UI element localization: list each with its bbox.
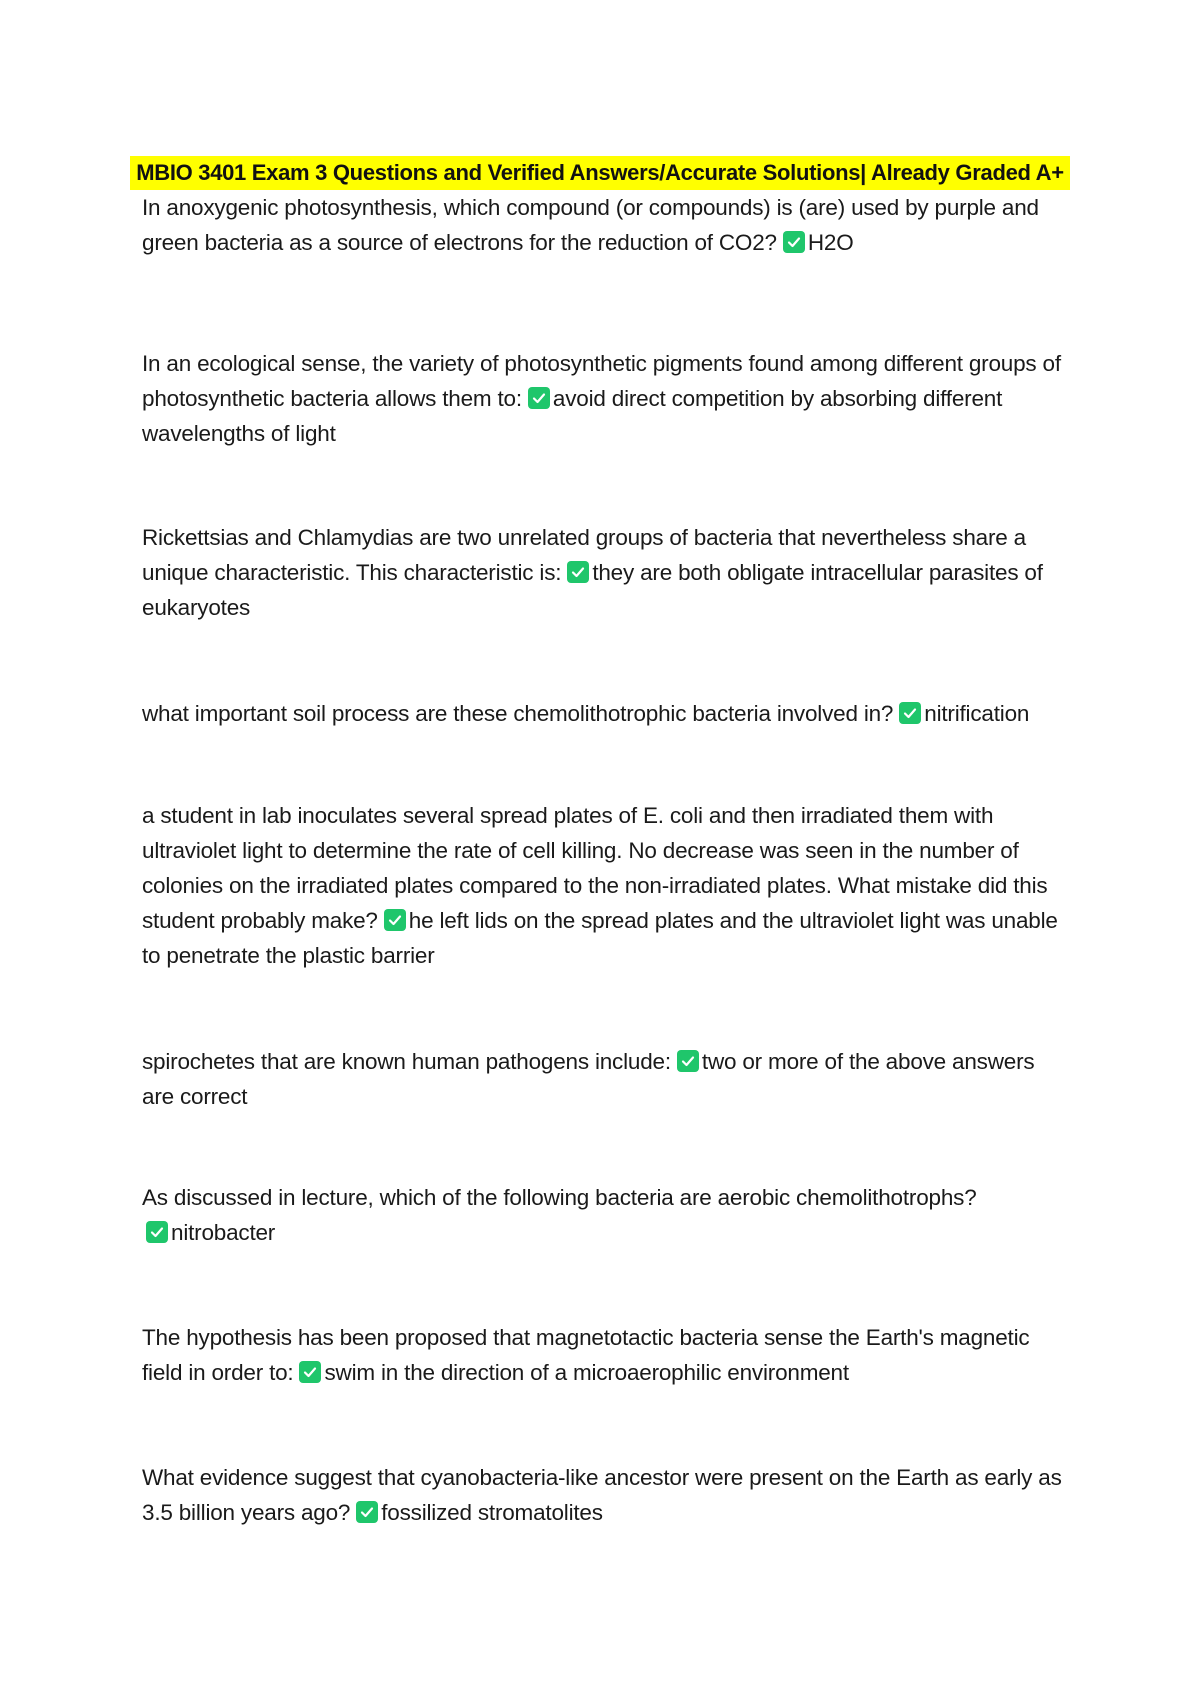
checkmark-icon bbox=[677, 1050, 699, 1072]
checkmark-icon bbox=[146, 1221, 168, 1243]
checkmark-icon bbox=[299, 1361, 321, 1383]
question-text: The hypothesis has been proposed that magnetotactic bacteria sense the Earth's magnetic field in order to: bbox=[142, 1325, 1030, 1385]
question-text: As discussed in lecture, which of the following bacteria are aerobic chemolithotrophs? bbox=[142, 1185, 977, 1210]
answer-text: avoid direct competition by absorbing different wavelengths of light bbox=[142, 386, 1003, 446]
question-text: a student in lab inoculates several spread plates of E. coli and then irradiated them with ultraviolet light to determine the rate of cell killing. No decrease was seen in the number of colonies on the irradiated plates compared to the non-irradiated plates. What mistake did this student probably make? bbox=[142, 803, 1048, 933]
answer-text: he left lids on the spread plates and the ultraviolet light was unable to penetrate the plastic barrier bbox=[142, 908, 1058, 968]
qa-item bbox=[142, 1044, 1070, 1114]
checkmark-icon bbox=[356, 1501, 378, 1523]
question-text: What evidence suggest that cyanobacteria-like ancestor were present on the Earth as early as 3.5 billion years ago? bbox=[142, 1465, 1062, 1525]
title-wrap bbox=[0, 156, 1200, 190]
answer-text: they are both obligate intracellular parasites of eukaryotes bbox=[142, 560, 1043, 620]
answer-text: nitrobacter bbox=[171, 1220, 276, 1245]
document-title: MBIO 3401 Exam 3 Questions and Verified Answers/Accurate Solutions| Already Graded A+ bbox=[130, 156, 1070, 190]
qa-item bbox=[142, 1460, 1070, 1530]
question-text: spirochetes that are known human pathogens include: bbox=[142, 1049, 671, 1074]
qa-item bbox=[142, 346, 1070, 451]
question-text: what important soil process are these chemolithotrophic bacteria involved in? bbox=[142, 701, 894, 726]
question-text: In an ecological sense, the variety of photosynthetic pigments found among different groups of photosynthetic bacteria allows them to: bbox=[142, 351, 1061, 411]
checkmark-icon bbox=[528, 387, 550, 409]
answer-text: two or more of the above answers are correct bbox=[142, 1049, 1035, 1109]
question-text: In anoxygenic photosynthesis, which compound (or compounds) is (are) used by purple and green bacteria as a source of electrons for the reduction of CO2? bbox=[142, 195, 1039, 255]
answer-text: swim in the direction of a microaerophilic environment bbox=[324, 1360, 849, 1385]
checkmark-icon bbox=[783, 231, 805, 253]
answer-text: fossilized stromatolites bbox=[381, 1500, 603, 1525]
checkmark-icon bbox=[567, 561, 589, 583]
qa-item bbox=[142, 1180, 1070, 1250]
qa-item bbox=[142, 520, 1070, 625]
answer-text: H2O bbox=[807, 230, 854, 255]
qa-item bbox=[142, 696, 1070, 731]
qa-item bbox=[142, 190, 1070, 260]
answer-text: nitrification bbox=[924, 701, 1030, 726]
question-text: Rickettsias and Chlamydias are two unrelated groups of bacteria that nevertheless share a unique characteristic. This characteristic is: bbox=[142, 525, 1026, 585]
qa-item bbox=[142, 1320, 1070, 1390]
checkmark-icon bbox=[899, 702, 921, 724]
qa-item bbox=[142, 798, 1070, 973]
checkmark-icon bbox=[384, 909, 406, 931]
